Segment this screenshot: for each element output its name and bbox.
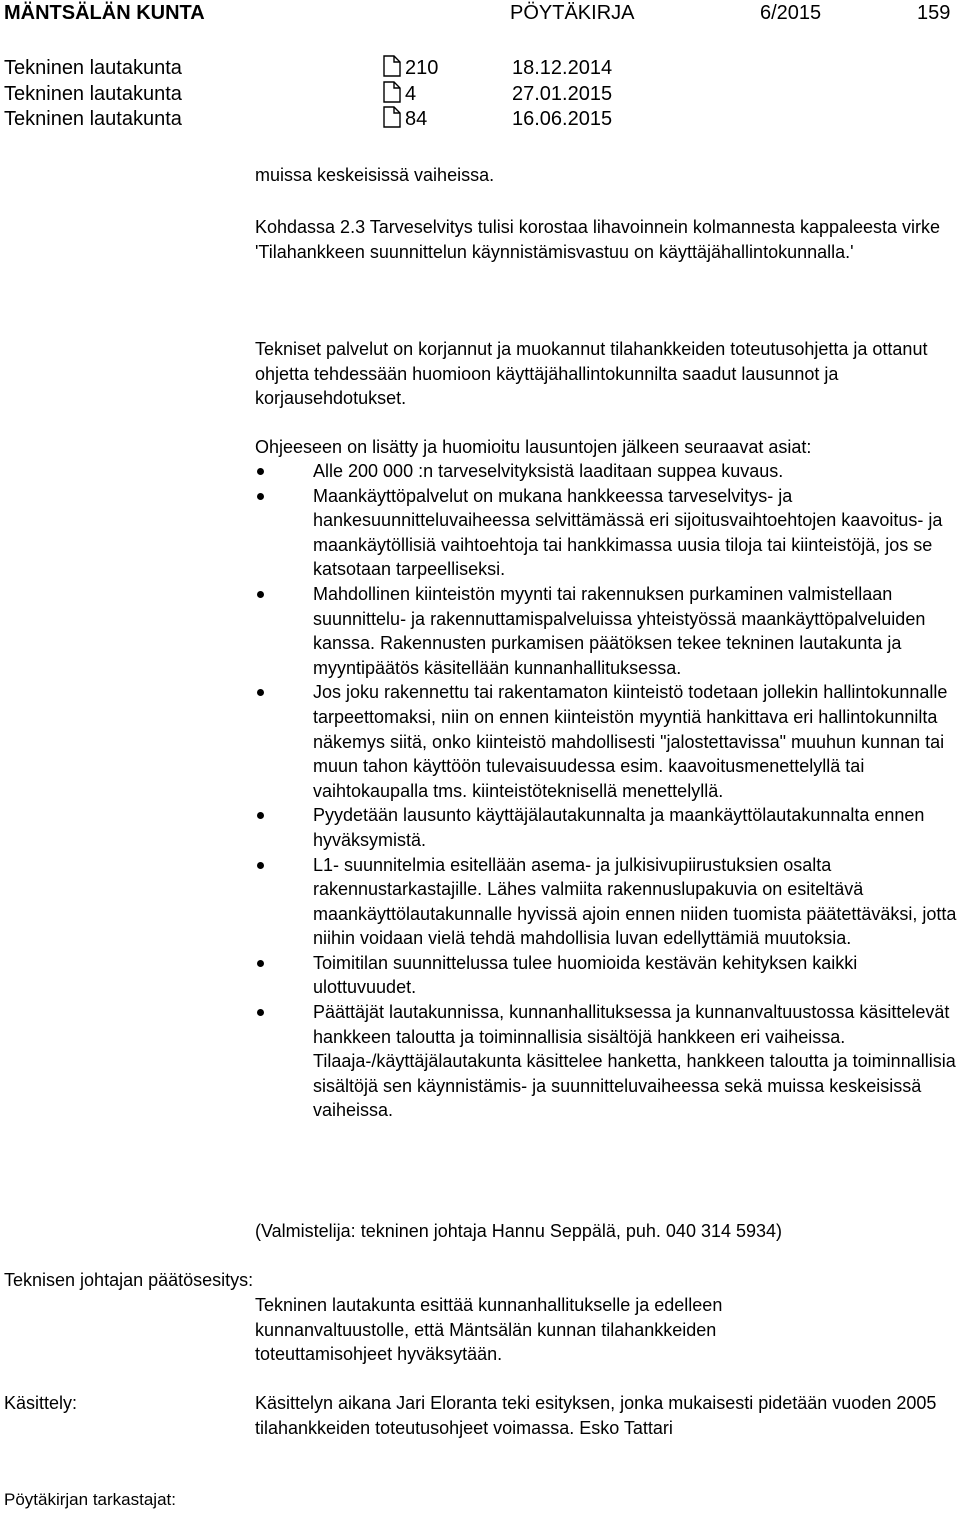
list-item <box>255 951 960 1000</box>
page-number: 159 <box>917 2 951 24</box>
preparer-note: (Valmistelija: tekninen johtaja Hannu Seppälä, puh. 040 314 5934) <box>255 1221 783 1241</box>
list-item-text: Mahdollinen kiinteistön myynti tai rakennuksen purkaminen valmistellaan suunnittelu- ja rakennuttamispalveluissa yhteistyössä maankäyttöpalveluiden kanssa. Rakennusten purkamisen päätöksen tekee tekninen lautakunta ja myyntipäätös käsitellään kunnanhallituksessa. <box>313 583 926 678</box>
reference-date: 16.06.2015 <box>512 108 613 130</box>
reference-date: 18.12.2014 <box>512 57 613 79</box>
document-icon <box>383 81 401 103</box>
doc-type: PÖYTÄKIRJA <box>510 2 635 24</box>
proposal-text: Tekninen lautakunta esittää kunnanhallitukselle ja edelleen kunnanvaltuustolle, että Mäntsälän kunnan tilahankkeiden toteuttamisohjeet hyväksytään. <box>255 1295 723 1365</box>
reference-date: 27.01.2015 <box>512 83 613 105</box>
list-item-text: Päättäjät lautakunnissa, kunnanhallituksessa ja kunnanvaltuustossa käsittelevät hankkeen taloutta ja toiminnallisia sisältöjä hankkeen eri vaiheissa. Tilaaja-/käyttäjälautakunta käsittelee hanketta, hankkeen taloutta ja toiminnallisia sisältöjä sen käynnistämis- ja suunnitteluvaiheessa sekä muissa keskeisissä vaiheissa. <box>313 1002 956 1121</box>
list-item <box>255 1000 960 1123</box>
paragraph-section-2-3: Kohdassa 2.3 Tarveselvitys tulisi korostaa lihavoinnein kolmannesta kappaleesta virke 'Tilahankkeen suunnittelun käynnistämisvastuu on käyttäjähallintokunnalla.' <box>255 217 941 262</box>
bullet-icon <box>257 689 264 696</box>
list-item-text: Jos joku rakennettu tai rakentamaton kiinteistö todetaan jollekin hallintokunnalle tarpeettomaksi, niin on ennen kiinteistön myyntiä hankittava eri hallintokunnilta näkemys siitä, onko kiinteistö mahdollisesti "jalostettavissa" muuhun kunnan tai muun tahon käyttöön tulevaisuudessa esim. kaavoitusmenettelyllä tai vaihtokaupalla tms. kiinteistöteknisellä menettelyllä. <box>313 682 948 801</box>
reference-body: Tekninen lautakunta <box>4 108 182 130</box>
handling-text: Käsittelyn aikana Jari Eloranta teki esityksen, jonka mukaisesti pidetään vuoden 2005 tilahankkeiden toteutusohjeet voimassa. Esko Tattari <box>255 1393 937 1438</box>
reference-body: Tekninen lautakunta <box>4 83 182 105</box>
list-item-text: Pyydetään lausunto käyttäjälautakunnalta ja maankäyttölautakunnalta ennen hyväksymistä. <box>313 805 925 850</box>
bullet-icon <box>257 1009 264 1016</box>
handling-label: Käsittely: <box>4 1393 78 1413</box>
list-item <box>255 803 960 852</box>
document-icon <box>383 106 401 128</box>
reference-section: 210 <box>405 57 439 79</box>
list-item <box>255 582 960 680</box>
paragraph-continuation: muissa keskeisissä vaiheissa. <box>255 165 495 185</box>
bullet-icon <box>257 591 264 598</box>
bullet-icon <box>257 812 264 819</box>
org-name: MÄNTSÄLÄN KUNTA <box>4 2 205 24</box>
list-item <box>255 459 960 484</box>
bullet-icon <box>257 862 264 869</box>
list-item <box>255 484 960 582</box>
list-item-text: Alle 200 000 :n tarveselvityksistä laaditaan suppea kuvaus. <box>313 461 784 481</box>
proposal-label: Teknisen johtajan päätösesitys: <box>4 1270 254 1290</box>
list-item-text: Maankäyttöpalvelut on mukana hankkeessa tarveselvitys- ja hankesuunnitteluvaiheessa selvittämässä eri sijoitusvaihtoehtojen kaavoitus- ja maankäytöllisiä vaihtoehtoja tai hankkimassa uusia tiloja tai kiinteistöjä, jos se katsotaan tarpeelliseksi. <box>313 485 943 580</box>
bullet-icon <box>257 468 264 475</box>
reference-section: 84 <box>405 108 428 130</box>
bullet-icon <box>257 493 264 500</box>
reference-section: 4 <box>405 83 417 105</box>
list-item <box>255 853 960 951</box>
bullet-icon <box>257 960 264 967</box>
additions-list <box>255 459 960 1123</box>
paragraph-additions-intro: Ohjeeseen on lisätty ja huomioitu lausuntojen jälkeen seuraavat asiat: <box>255 437 812 457</box>
list-item-text: L1- suunnitelmia esitellään asema- ja julkisivupiirustuksien osalta rakennustarkastajille. Lähes valmiita rakennuslupakuvia on esiteltävä maankäyttölautakunnalle hyvissä ajoin ennen niiden tuomista päätettäväksi, jotta niihin voidaan vielä tehdä mahdollisia luvan edellyttämiä muutoksia. <box>313 854 957 949</box>
minutes-checkers-label: Pöytäkirjan tarkastajat: <box>4 1490 176 1509</box>
list-item-text: Toimitilan suunnittelussa tulee huomioida kestävän kehityksen kaikki ulottuvuudet. <box>313 952 858 998</box>
paragraph-technical-services: Tekniset palvelut on korjannut ja muokannut tilahankkeiden toteutusohjetta ja ottanut ohjetta tehdessään huomioon käyttäjähallintokunnilta saadut lausunnot ja korjausehdotukset. <box>255 339 928 409</box>
reference-body: Tekninen lautakunta <box>4 57 182 79</box>
list-item <box>255 680 960 803</box>
document-icon <box>383 55 401 77</box>
issue-number: 6/2015 <box>760 2 822 24</box>
